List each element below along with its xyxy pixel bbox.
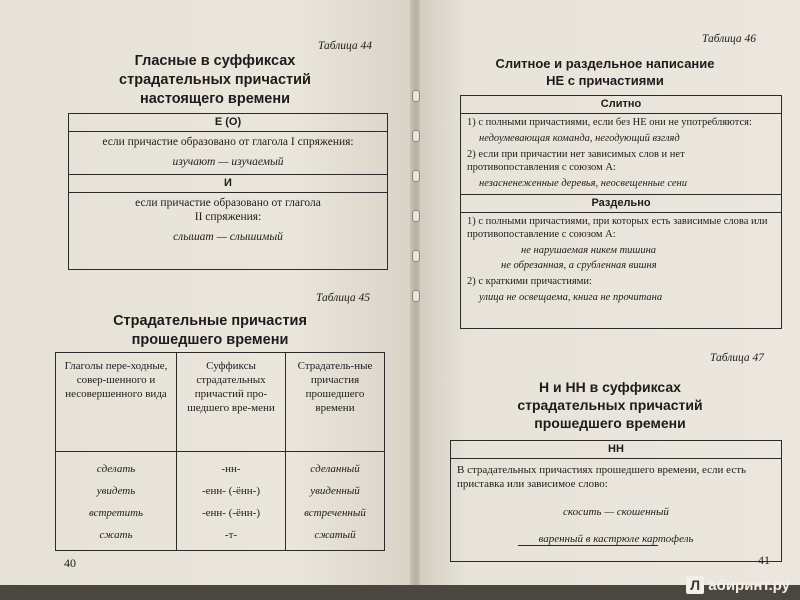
- section-header: НН: [451, 441, 781, 459]
- table-45-heading: [90, 312, 330, 350]
- rule-text: II спряжения:: [194, 211, 262, 223]
- page-number: 40: [64, 556, 76, 570]
- column-header: Глаголы пере-ходные, совер-шенного и несовершенного вида: [56, 353, 177, 452]
- table-cell: сжать: [99, 529, 133, 541]
- table-44-heading: [100, 52, 330, 109]
- column-header: Страдатель-ные причастия прошедшего времени: [286, 353, 385, 452]
- rule-text: В страдательных причастиях прошедшего времени, если есть приставка или зависимое слово:: [457, 464, 747, 490]
- participles-column: [286, 452, 385, 551]
- rule-text: если причастие образовано от глагола: [135, 197, 321, 209]
- table-cell: увидеть: [96, 485, 136, 497]
- rule-text: 1) с полными причастиями, при которых есть зависимые слова или противопоставление с союзом А:: [467, 216, 768, 240]
- example-text: не нарушаемая никем тишина: [521, 245, 657, 256]
- heading-line: Гласные в суффиксах: [134, 53, 296, 69]
- example-text: варенный в кастрюле картофель: [538, 533, 694, 545]
- column-header: Суффиксы страдательных причастий про-шедшего вре-мени: [177, 353, 286, 452]
- table-47-label: Таблица 47: [710, 352, 765, 364]
- section-header: Е (О): [69, 114, 387, 132]
- table-44-box: [68, 113, 388, 270]
- section-header: Раздельно: [461, 194, 781, 213]
- table-cell: -нн-: [221, 463, 241, 475]
- table-cell: сделать: [96, 463, 136, 475]
- binding-ring: [412, 250, 420, 262]
- binding-ring: [412, 90, 420, 102]
- rule-text: 1) с полными причастиями, если без НЕ они не употребляются:: [467, 117, 752, 128]
- binding-ring: [412, 170, 420, 182]
- table-cell: встреченный: [304, 507, 366, 519]
- binding-ring: [412, 210, 420, 222]
- heading-line: Слитное и раздельное написание: [495, 56, 715, 71]
- example-text: не обрезанная, а срубленная вишня: [501, 260, 657, 271]
- verbs-column: [56, 452, 177, 551]
- example-text: недоумевающая команда, негодующий взгляд: [479, 133, 680, 144]
- table-cell: -т-: [224, 529, 238, 541]
- heading-line: НЕ с причастиями: [546, 73, 664, 88]
- table-cell: встретить: [88, 507, 144, 519]
- heading-line: прошедшего времени: [131, 332, 289, 348]
- example-text: незасненеженные деревья, неосвещенные сени: [479, 178, 687, 189]
- binding-ring: [412, 290, 420, 302]
- rule-text: если причастие образовано от глагола I спряжения:: [102, 136, 354, 148]
- heading-line: настоящего времени: [139, 91, 291, 107]
- binding-rings: [412, 90, 420, 330]
- table-46-heading: [475, 55, 735, 89]
- table-45: [55, 352, 385, 551]
- binding-ring: [412, 130, 420, 142]
- example-text: изучают — изучаемый: [172, 156, 284, 168]
- suffixes-column: [177, 452, 286, 551]
- heading-line: Н и НН в суффиксах: [539, 379, 681, 395]
- table-cell: сжатый: [314, 529, 356, 541]
- table-cell: увиденный: [310, 485, 360, 497]
- heading-line: страдательных причастий: [517, 397, 703, 413]
- table-cell: сделанный: [310, 463, 360, 475]
- heading-line: прошедшего времени: [534, 415, 686, 431]
- table-47-box: [450, 440, 782, 562]
- table-cell: -енн- (-ённ-): [201, 507, 261, 519]
- rule-text: 2) если при причастии нет зависимых слов и нет противопоставления с союзом А:: [467, 149, 685, 173]
- table-46-box: [460, 95, 782, 329]
- table-cell: -енн- (-ённ-): [201, 485, 261, 497]
- rule-text: 2) с краткими причастиями:: [467, 276, 592, 287]
- labirint-text: абиринт.ру: [708, 576, 790, 594]
- table-44-label: Таблица 44: [318, 40, 373, 52]
- table-46-label: Таблица 46: [702, 33, 757, 45]
- heading-line: страдательных причастий: [119, 72, 311, 88]
- page-number: 41: [758, 553, 770, 567]
- section-header: Слитно: [461, 96, 781, 114]
- example-text: улица не освещаема, книга не прочитана: [479, 292, 663, 303]
- underline-arrow: [518, 545, 658, 546]
- table-45-label: Таблица 45: [316, 292, 371, 304]
- heading-line: Страдательные причастия: [113, 313, 307, 329]
- example-text: скосить — скошенный: [563, 506, 669, 518]
- table-47-heading: [475, 378, 745, 432]
- section-header: И: [69, 174, 387, 193]
- right-page: [420, 0, 800, 585]
- example-text: слышат — слышимый: [173, 231, 283, 243]
- labirint-mark: Л: [686, 576, 704, 594]
- labirint-logo: [686, 576, 790, 594]
